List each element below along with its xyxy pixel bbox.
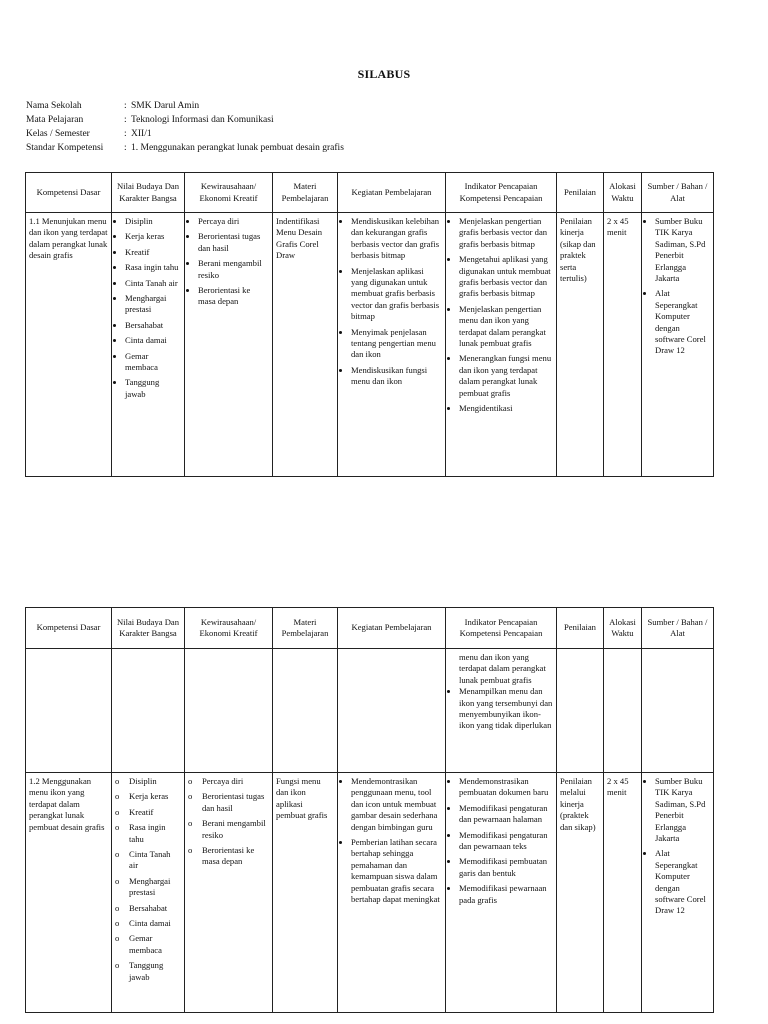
list-item: • Cinta damai — [125, 335, 181, 346]
header-cell: Penilaian — [557, 173, 604, 213]
list-item: • Menjelaskan aplikasi yang digunakan untuk membuat grafis berbasis vector dan grafis berbasis bitmap — [351, 266, 442, 323]
alokasi-cell — [604, 213, 642, 477]
list-item: • Alat Seperangkat Komputer dengan software Corel Draw 12 — [655, 288, 710, 356]
list-item: • Berorientasi tugas dan hasil — [198, 231, 269, 254]
kd-cell — [26, 213, 112, 477]
list-item: • Rasa ingin tahu — [125, 262, 181, 273]
sumber-list — [645, 216, 710, 357]
sumber-cell — [642, 773, 714, 1013]
header-cell: Nilai Budaya Dan Karakter Bangsa — [112, 173, 185, 213]
list-item: o Kerja keras — [125, 791, 181, 802]
info-label: Kelas / Semester — [26, 129, 90, 139]
sumber-list — [645, 776, 710, 917]
penilaian-text: Penilaian kinerja (sikap dan praktek serta tertulis) — [560, 216, 596, 284]
list-item: • Memodifikasi pengaturan dan pewarnaan teks — [459, 830, 553, 853]
header-cell: Indikator Pencapaian Kompetensi Pencapaian — [446, 173, 557, 213]
penilaian-cell — [557, 213, 604, 477]
list-item: • Menjelaskan pengertian grafis berbasis vector dan grafis berbasis bitmap — [459, 216, 553, 250]
list-item: o Disiplin — [125, 776, 181, 787]
list-item: • Menyimak penjelasan tentang pengertian menu dan ikon — [351, 327, 442, 361]
list-item: o Gemar membaca — [125, 933, 181, 956]
list-item: o Berorientasi ke masa depan — [198, 845, 269, 868]
indikator-cell — [446, 773, 557, 1013]
materi-cell — [273, 213, 338, 477]
nilai-cell — [112, 213, 185, 477]
list-item: • Menghargai prestasi — [125, 293, 181, 316]
kegiatan-list — [341, 776, 442, 905]
table-row — [26, 773, 714, 1013]
list-item: • Mengidentikasi — [459, 403, 553, 414]
list-item: o Cinta Tanah air — [125, 849, 181, 872]
list-item: • Kerja keras — [125, 231, 181, 242]
list-item: • Mendiskusikan kelebihan dan kekurangan grafis berbasis vector dan grafis berbasis bitmap — [351, 216, 442, 262]
list-item: o Menghargai prestasi — [125, 876, 181, 899]
info-label: Mata Pelajaran — [26, 115, 84, 125]
list-item: • Percaya diri — [198, 216, 269, 227]
list-item: • Bersahabat — [125, 320, 181, 331]
header-cell: Sumber / Bahan / Alat — [642, 173, 714, 213]
list-item: • Kreatif — [125, 247, 181, 258]
indikator-list — [449, 686, 553, 732]
info-row-class: Kelas / Semester : XII/1 — [26, 129, 152, 139]
header-row — [26, 173, 714, 213]
alokasi-text: 2 x 45 menit — [607, 776, 629, 798]
info-row-school: Nama Sekolah : SMK Darul Amin — [26, 101, 200, 111]
list-item: • Mendemontrasikan penggunaan menu, tool dan icon untuk membuat gambar desain sederhana dengan bimbingan guru — [351, 776, 442, 833]
list-item: • Mendemonstrasikan pembuatan dokumen baru — [459, 776, 553, 799]
list-item: • Cinta Tanah air — [125, 278, 181, 289]
kegiatan-cell — [338, 213, 446, 477]
materi-text: Fungsi menu dan ikon aplikasi pembuat grafis — [276, 776, 328, 821]
kegiatan-cell — [338, 773, 446, 1013]
kewirausahaan-cell — [185, 773, 273, 1013]
list-item: • Berorientasi ke masa depan — [198, 285, 269, 308]
header-cell: Materi Pembelajaran — [273, 608, 338, 649]
list-item: o Kreatif — [125, 807, 181, 818]
info-value: SMK Darul Amin — [131, 101, 200, 111]
list-item: o Tanggung jawab — [125, 960, 181, 983]
alokasi-cell — [604, 773, 642, 1013]
info-value: XII/1 — [131, 129, 152, 139]
list-item: • Menampilkan menu dan ikon yang tersembunyi dan menyembunyikan ikon-ikon yang tidak diperlukan — [459, 686, 553, 732]
kd-text: 1.2 Menggunakan menu ikon yang terdapat dalam perangkat lunak pembuat desain grafis — [29, 776, 105, 832]
info-row-subject: Mata Pelajaran : Teknologi Informasi dan Komunikasi — [26, 115, 274, 125]
nilai-list — [115, 776, 181, 983]
list-item: o Bersahabat — [125, 903, 181, 914]
list-item: o Cinta damai — [125, 918, 181, 929]
list-item: • Mengetahui aplikasi yang digunakan untuk membuat grafis berbasis vector dan grafis berbasis bitmap — [459, 254, 553, 300]
kewirausahaan-list — [188, 776, 269, 868]
header-cell: Penilaian — [557, 608, 604, 649]
kewirausahaan-list — [188, 216, 269, 308]
header-cell: Kompetensi Dasar — [26, 608, 112, 649]
kewirausahaan-cell — [185, 213, 273, 477]
list-item: • Memodifikasi pembuatan garis dan bentuk — [459, 856, 553, 879]
list-item: o Berorientasi tugas dan hasil — [198, 791, 269, 814]
header-cell: Indikator Pencapaian Kompetensi Pencapaian — [446, 608, 557, 649]
penilaian-text: Penilaian melalui kinerja (praktek dan sikap) — [560, 776, 596, 832]
materi-cell — [273, 773, 338, 1013]
list-item: • Sumber Buku TIK Karya Sadiman, S.Pd Penerbit Erlangga Jakarta — [655, 776, 710, 844]
header-row — [26, 608, 714, 649]
indikator-cell — [446, 213, 557, 477]
list-item: • Disiplin — [125, 216, 181, 227]
header-cell: Alokasi Waktu — [604, 173, 642, 213]
indikator-continued-text: menu dan ikon yang terdapat dalam perangkat lunak pembuat grafis — [459, 652, 546, 685]
list-item: • Menjelaskan pengertian menu dan ikon yang terdapat dalam perangkat lunak pembuat grafis — [459, 304, 553, 350]
list-item: • Tanggung jawab — [125, 377, 181, 400]
sumber-cell — [642, 213, 714, 477]
list-item: o Berani mengambil resiko — [198, 818, 269, 841]
info-label: Standar Kompetensi — [26, 143, 104, 153]
list-item: • Berani mengambil resiko — [198, 258, 269, 281]
info-value: 1. Menggunakan perangkat lunak pembuat desain grafis — [131, 143, 344, 153]
table-row-continued — [26, 649, 714, 773]
list-item: • Memodifikasi pengaturan dan pewarnaan halaman — [459, 803, 553, 826]
list-item: o Rasa ingin tahu — [125, 822, 181, 845]
materi-text: Indentifikasi Menu Desain Grafis Corel Draw — [276, 216, 323, 261]
list-item: • Sumber Buku TIK Karya Sadiman, S.Pd Penerbit Erlangga Jakarta — [655, 216, 710, 284]
school-info — [26, 99, 344, 155]
nilai-list — [115, 216, 181, 400]
indikator-cell — [446, 649, 557, 773]
header-cell: Kegiatan Pembelajaran — [338, 608, 446, 649]
indikator-list — [449, 776, 553, 906]
table-row — [26, 213, 714, 477]
header-cell: Nilai Budaya Dan Karakter Bangsa — [112, 608, 185, 649]
syllabus-table-1 — [25, 172, 714, 477]
list-item: • Alat Seperangkat Komputer dengan software Corel Draw 12 — [655, 848, 710, 916]
header-cell: Sumber / Bahan / Alat — [642, 608, 714, 649]
header-cell: Kewirausahaan/ Ekonomi Kreatif — [185, 608, 273, 649]
syllabus-table-2 — [25, 607, 714, 1013]
list-item: • Gemar membaca — [125, 351, 181, 374]
nilai-cell — [112, 773, 185, 1013]
kd-text: 1.1 Menunjukan menu dan ikon yang terdapat dalam perangkat lunak desain grafis — [29, 216, 108, 261]
info-label: Nama Sekolah — [26, 101, 82, 111]
kegiatan-list — [341, 216, 442, 388]
header-cell: Kegiatan Pembelajaran — [338, 173, 446, 213]
list-item: o Percaya diri — [198, 776, 269, 787]
list-item: • Mendiskusikan fungsi menu dan ikon — [351, 365, 442, 388]
list-item: • Menerangkan fungsi menu dan ikon yang terdapat dalam perangkat lunak pembuat grafis — [459, 353, 553, 399]
kd-cell — [26, 773, 112, 1013]
alokasi-text: 2 x 45 menit — [607, 216, 629, 238]
document-title: SILABUS — [357, 67, 411, 81]
info-row-standard: Standar Kompetensi : 1. Menggunakan perangkat lunak pembuat desain grafis — [26, 143, 344, 153]
list-item: • Pemberian latihan secara bertahap sehingga pemahaman dan kemampuan siswa dalam pembuatan grafis secara bertahap dapat meningkat — [351, 837, 442, 905]
list-item: • Memodifikasi pewarnaan pada grafis — [459, 883, 553, 906]
header-cell: Kewirausahaan/ Ekonomi Kreatif — [185, 173, 273, 213]
header-cell: Alokasi Waktu — [604, 608, 642, 649]
penilaian-cell — [557, 773, 604, 1013]
header-cell: Materi Pembelajaran — [273, 173, 338, 213]
info-value: Teknologi Informasi dan Komunikasi — [131, 115, 274, 125]
indikator-list — [449, 216, 553, 415]
header-cell: Kompetensi Dasar — [26, 173, 112, 213]
